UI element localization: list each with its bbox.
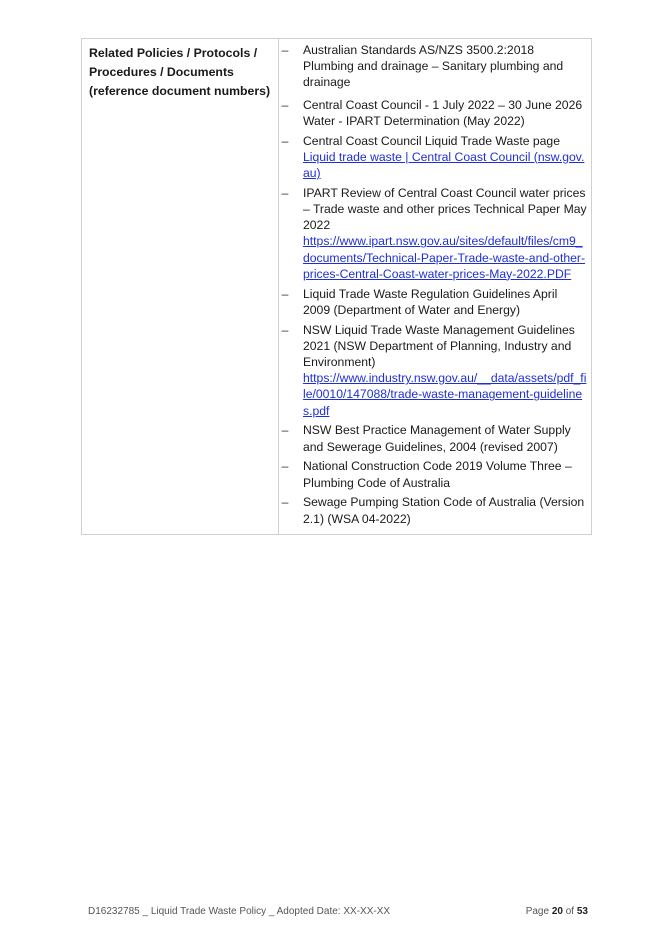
references-label: Related Policies / Protocols / Procedures / Documents (reference document numbers) [82, 39, 279, 535]
reference-text: IPART Review of Central Coast Council water prices – Trade waste and other prices Technical Paper May 2022 [303, 185, 587, 233]
list-item [279, 322, 587, 419]
page-prefix: Page [525, 906, 550, 917]
dash-bullet-icon: – [281, 97, 289, 112]
reference-link[interactable]: Liquid trade waste | Central Coast Council (nsw.gov.au) [303, 149, 585, 181]
list-item [279, 458, 587, 490]
dash-bullet-icon: – [281, 185, 289, 200]
references-list-cell [279, 39, 592, 535]
reference-link[interactable]: https://www.industry.nsw.gov.au/__data/assets/pdf_file/0010/147088/trade-waste-management-guidelines.pdf [303, 371, 587, 418]
reference-text: Central Coast Council - 1 July 2022 – 30 June 2026 Water - IPART Determination (May 2022) [303, 97, 583, 128]
dash-bullet-icon: – [281, 423, 289, 438]
list-item [279, 286, 587, 318]
reference-text: National Construction Code 2019 Volume Three – Plumbing Code of Australia [303, 459, 572, 490]
page-number [526, 906, 588, 917]
list-item [279, 494, 587, 526]
reference-text: Central Coast Council Liquid Trade Waste page [303, 133, 560, 148]
dash-bullet-icon: – [281, 133, 289, 148]
page-of: of [565, 906, 575, 917]
page-total: 53 [576, 906, 588, 917]
dash-bullet-icon: – [281, 322, 289, 337]
list-item [279, 42, 587, 91]
list-item [279, 97, 587, 129]
footer-doc-info: D16232785 _ Liquid Trade Waste Policy _ Adopted Date: XX-XX-XX [88, 906, 391, 917]
dash-bullet-icon: – [281, 43, 289, 57]
reference-text: Liquid Trade Waste Regulation Guidelines April 2009 (Department of Water and Energy) [303, 286, 558, 317]
reference-text: Sewage Pumping Station Code of Australia (Version 2.1) (WSA 04-2022) [303, 495, 585, 526]
reference-text: Australian Standards AS/NZS 3500.2:2018 Plumbing and drainage – Sanitary plumbing and drainage [303, 43, 564, 90]
reference-link[interactable]: https://www.ipart.nsw.gov.au/sites/default/files/cm9_documents/Technical-Paper-Trade-waste-and-other-prices-Central-Coast-water-prices-May-2022.PDF [303, 234, 586, 281]
references-list [279, 42, 587, 527]
references-row [82, 39, 592, 535]
page-current: 20 [551, 906, 563, 917]
list-item [279, 185, 587, 282]
list-item [279, 422, 587, 454]
dash-bullet-icon: – [281, 459, 289, 474]
reference-text: NSW Best Practice Management of Water Supply and Sewerage Guidelines, 2004 (revised 2007) [303, 423, 571, 454]
reference-text: NSW Liquid Trade Waste Management Guidelines 2021 (NSW Department of Planning, Industry and Environment) [303, 322, 575, 370]
dash-bullet-icon: – [281, 495, 289, 510]
dash-bullet-icon: – [281, 286, 289, 301]
list-item [279, 133, 587, 182]
references-table [81, 38, 592, 535]
